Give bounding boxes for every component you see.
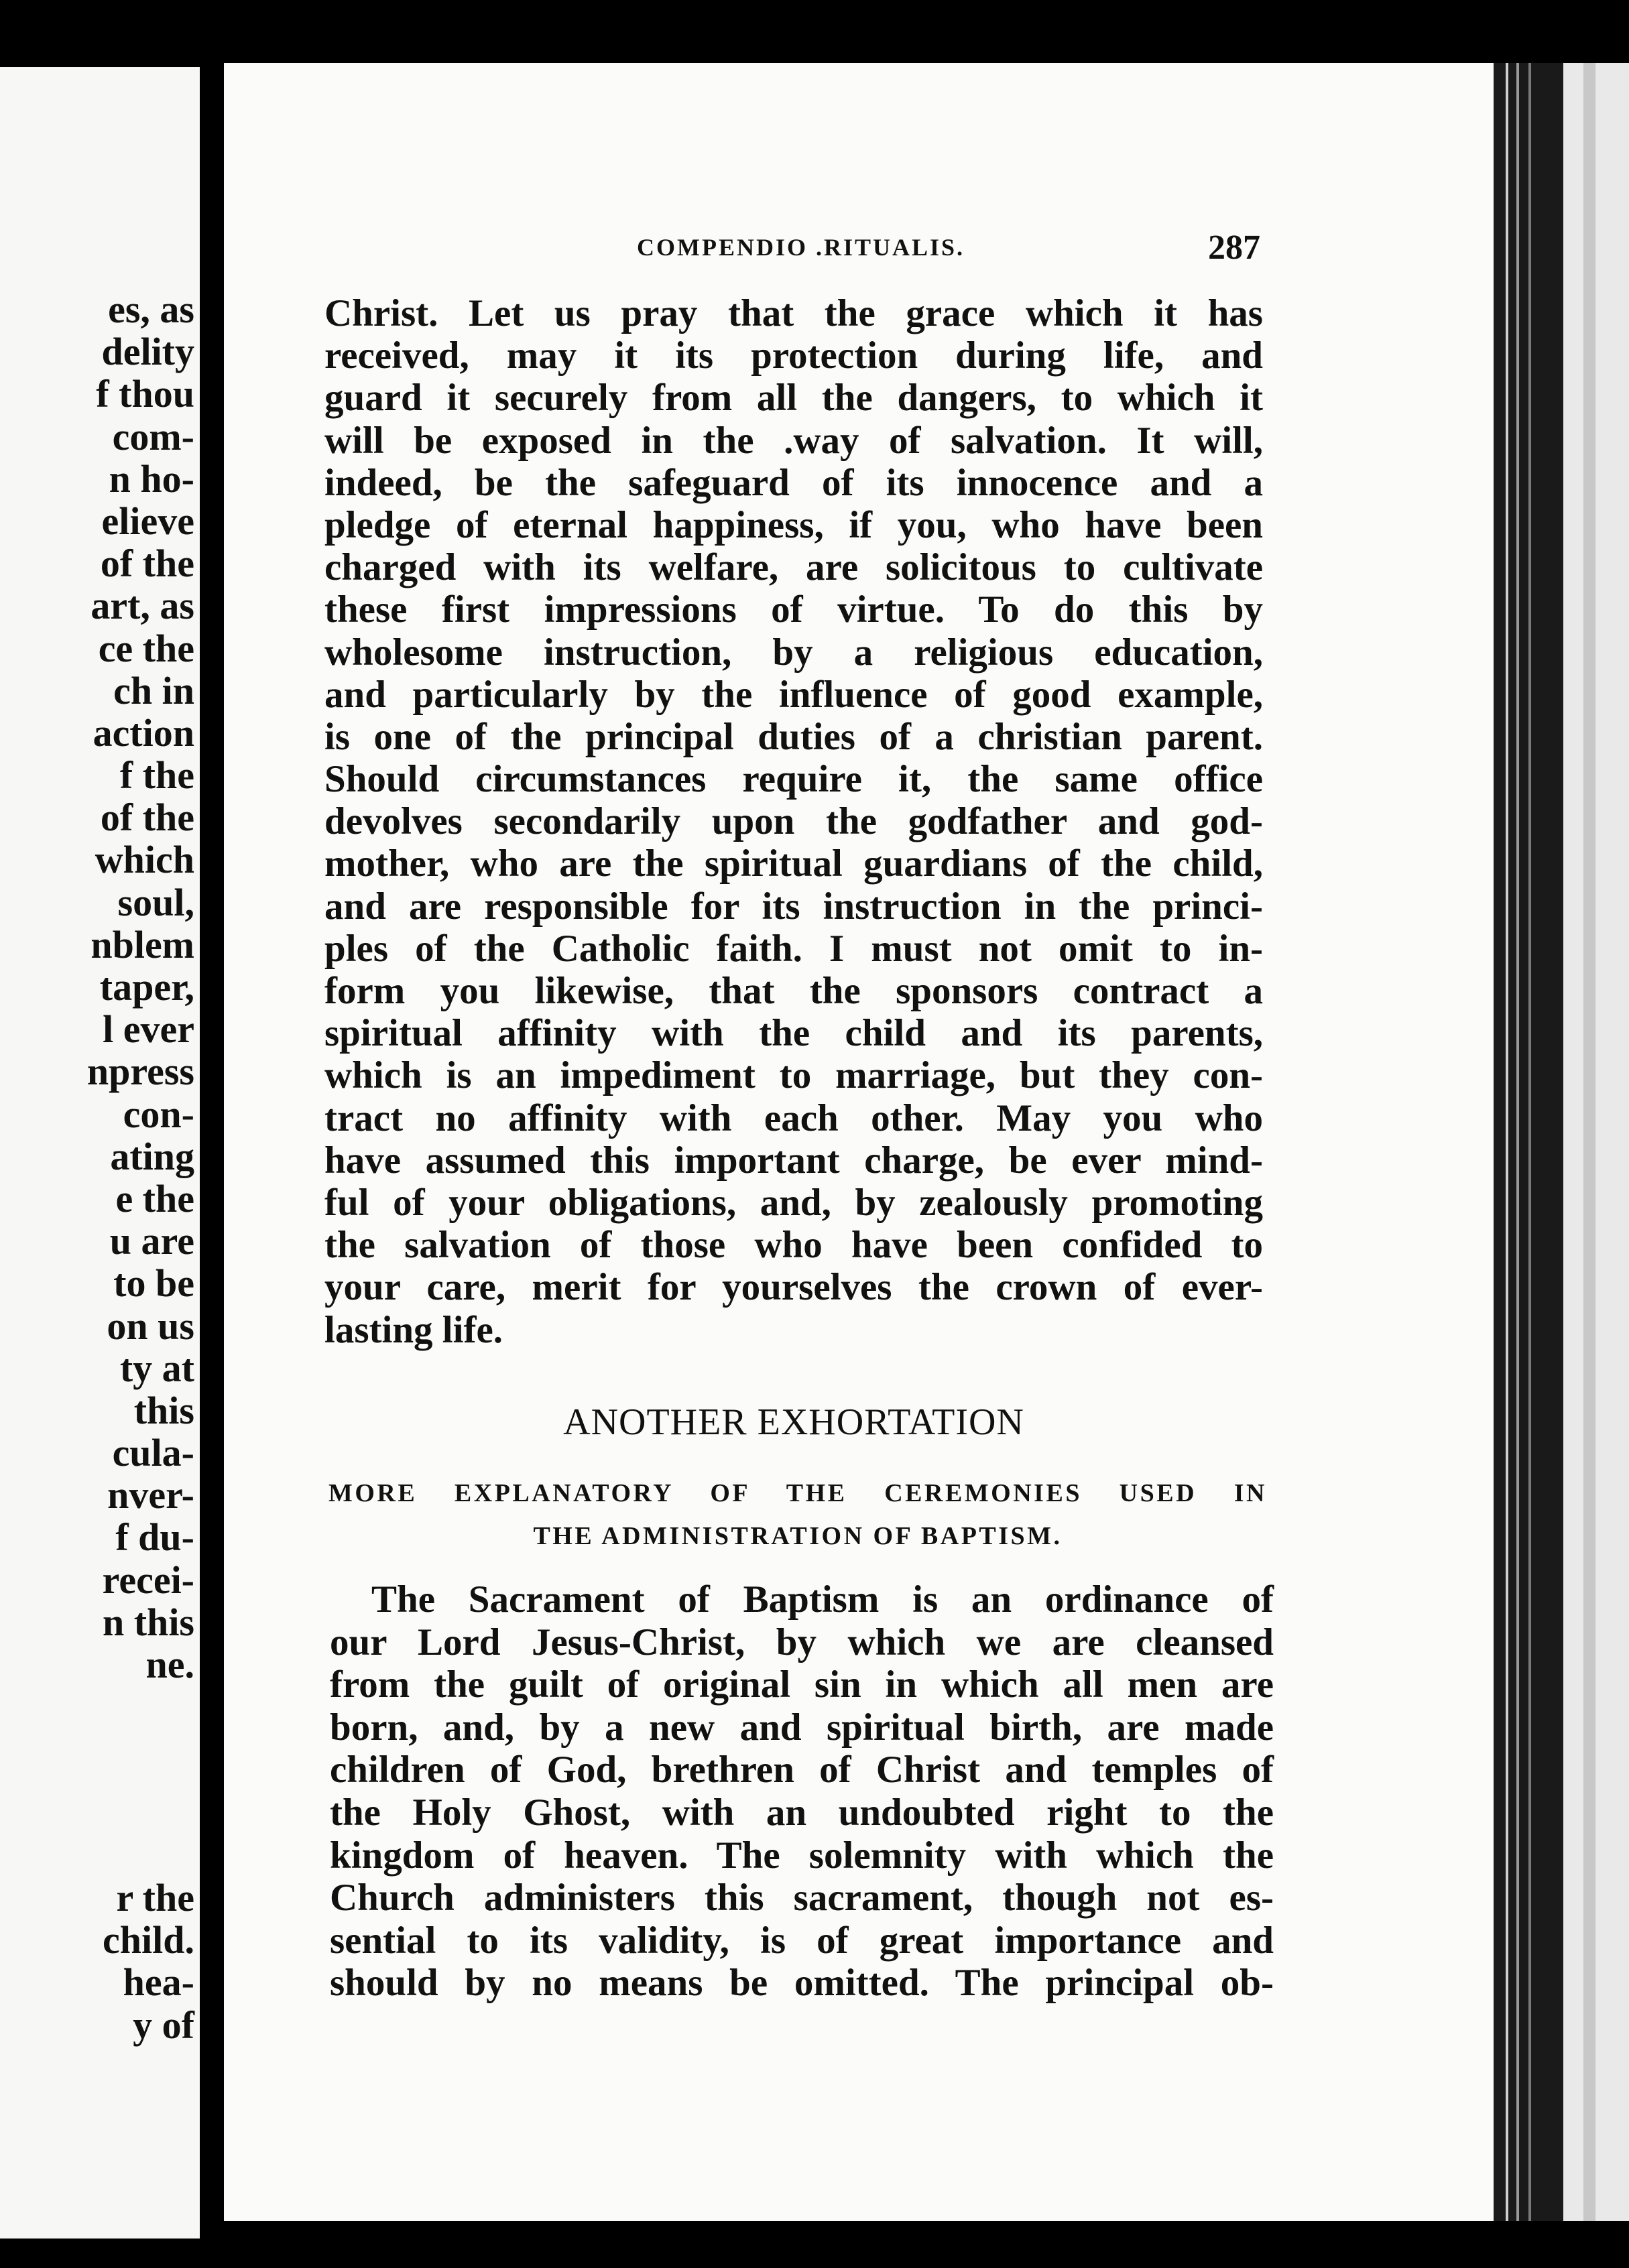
- left-page-line: delity: [101, 330, 194, 374]
- left-page-line: action: [93, 710, 194, 755]
- left-page-line: to be: [113, 1261, 194, 1306]
- left-page-line: soul,: [117, 880, 194, 924]
- left-page-line: r the: [116, 1876, 194, 1919]
- left-page-line: on us: [107, 1304, 194, 1348]
- body-line: Should circumstances require it, the same office: [324, 758, 1263, 801]
- body-line: from the guilt of original sin in which all men are: [330, 1663, 1274, 1706]
- subtitle-line: THE ADMINISTRATION OF BAPTISM.: [533, 1522, 1063, 1550]
- section-title: ANOTHER EXHORTATION: [563, 1401, 1024, 1443]
- body-line: guard it securely from all the dangers, to which it: [324, 377, 1263, 420]
- body-line: pledge of eternal happiness, if you, who have been: [324, 503, 1263, 546]
- body-line: and particularly by the influence of good example,: [324, 673, 1263, 716]
- body-line: charged with its welfare, are solicitous to cultivate: [324, 546, 1263, 589]
- left-page-line: es, as: [108, 288, 194, 331]
- body-line: wholesome instruction, by a religious education,: [324, 631, 1263, 674]
- body-line: received, may it its protection during life, and: [324, 334, 1263, 377]
- left-page-line: recei-: [102, 1558, 194, 1602]
- left-page-line: u are: [109, 1219, 194, 1263]
- body-line: sential to its validity, is of great importance and: [330, 1919, 1274, 1962]
- body-line: which is an impediment to marriage, but they con-: [324, 1054, 1263, 1097]
- body-line: lasting life.: [324, 1308, 503, 1351]
- section-subtitle: [328, 1472, 1267, 1558]
- book-edge: [1563, 63, 1629, 2221]
- body-line: Christ. Let us pray that the grace which it has: [324, 292, 1263, 334]
- left-page-line: f thou: [96, 372, 194, 416]
- body-line: indeed, be the safeguard of its innocence and a: [324, 461, 1263, 504]
- body-line: ful of your obligations, and, by zealously promoting: [324, 1181, 1263, 1224]
- left-page-line: y of: [133, 2003, 194, 2047]
- body-line: have assumed this important charge, be ever mind-: [324, 1139, 1263, 1182]
- left-page-line: of the: [100, 542, 194, 586]
- body-line: is one of the principal duties of a christian parent.: [324, 715, 1263, 758]
- left-page-fragments-lower: [103, 1877, 194, 2046]
- left-page-line: of the: [100, 796, 194, 840]
- left-page-line: elieve: [101, 499, 194, 543]
- body-line: The Sacrament of Baptism is an ordinance of: [371, 1578, 1274, 1621]
- page-edge-stack: [1494, 63, 1563, 2221]
- left-page-line: ating: [110, 1134, 194, 1178]
- body-line: form you likewise, that the sponsors contract a: [324, 970, 1263, 1012]
- body-line: mother, who are the spiritual guardians of the child,: [324, 842, 1263, 885]
- running-head-title: COMPENDIO .RITUALIS.: [637, 234, 965, 261]
- left-page-line: ch in: [113, 668, 194, 712]
- body-line: spiritual affinity with the child and its parents,: [324, 1012, 1263, 1055]
- left-page-line: child.: [103, 1918, 194, 1962]
- left-page-line: this: [133, 1388, 194, 1432]
- corner-mark: [1472, 27, 1476, 34]
- body-line: our Lord Jesus-Christ, by which we are cleansed: [330, 1621, 1274, 1663]
- left-page-line: which: [95, 838, 194, 882]
- left-page-line: nblem: [90, 922, 194, 966]
- left-page-line: n this: [102, 1600, 194, 1644]
- left-page-fragments: [87, 288, 194, 1686]
- left-page-line: e the: [115, 1176, 194, 1220]
- body-line: Church administers this sacrament, though not es-: [330, 1877, 1274, 1919]
- body-line: your care, merit for yourselves the crown of ever-: [324, 1266, 1263, 1309]
- body-line: tract no affinity with each other. May you who: [324, 1096, 1263, 1139]
- left-page-line: com-: [112, 414, 194, 458]
- body-line: kingdom of heaven. The solemnity with which the: [330, 1834, 1274, 1877]
- body-line: the salvation of those who have been confided to: [324, 1224, 1263, 1267]
- body-text-upper: [324, 292, 1263, 1351]
- body-line: will be exposed in the .way of salvation. It will,: [324, 419, 1263, 462]
- subtitle-line: MORE EXPLANATORY OF THE CEREMONIES USED IN: [328, 1479, 1267, 1507]
- body-line: should by no means be omitted. The principal ob-: [330, 1962, 1274, 2005]
- body-text-lower: [330, 1578, 1274, 2005]
- left-page-line: taper,: [99, 965, 194, 1009]
- left-page-line: ce the: [98, 626, 194, 670]
- corner-mark: [1402, 15, 1408, 20]
- left-page-line: l ever: [103, 1007, 194, 1052]
- left-page-line: n ho-: [109, 456, 194, 501]
- body-line: born, and, by a new and spiritual birth, are made: [330, 1706, 1274, 1749]
- left-page-line: ty at: [119, 1346, 194, 1390]
- left-page-line: f the: [119, 753, 194, 798]
- left-page-line: cula-: [112, 1431, 194, 1475]
- left-page-line: con-: [123, 1092, 194, 1136]
- left-page-line: art, as: [90, 584, 194, 628]
- running-header: [322, 228, 1260, 268]
- page-number: 287: [1208, 229, 1260, 267]
- left-page-line: hea-: [123, 1960, 194, 2005]
- body-line: and are responsible for its instruction in the princi-: [324, 885, 1263, 928]
- left-page-line: ne.: [145, 1643, 194, 1686]
- body-line: ples of the Catholic faith. I must not omit to in-: [324, 927, 1263, 970]
- body-line: devolves secondarily upon the godfather and god-: [324, 800, 1263, 843]
- left-page-line: f du-: [115, 1515, 194, 1560]
- left-page-line: npress: [86, 1050, 194, 1094]
- left-page-line: nver-: [107, 1473, 194, 1517]
- left-facing-page: [0, 67, 200, 2239]
- body-line: these first impressions of virtue. To do this by: [324, 588, 1263, 631]
- body-line: children of God, brethren of Christ and temples of: [330, 1749, 1274, 1791]
- body-line: the Holy Ghost, with an undoubted right to the: [330, 1791, 1274, 1834]
